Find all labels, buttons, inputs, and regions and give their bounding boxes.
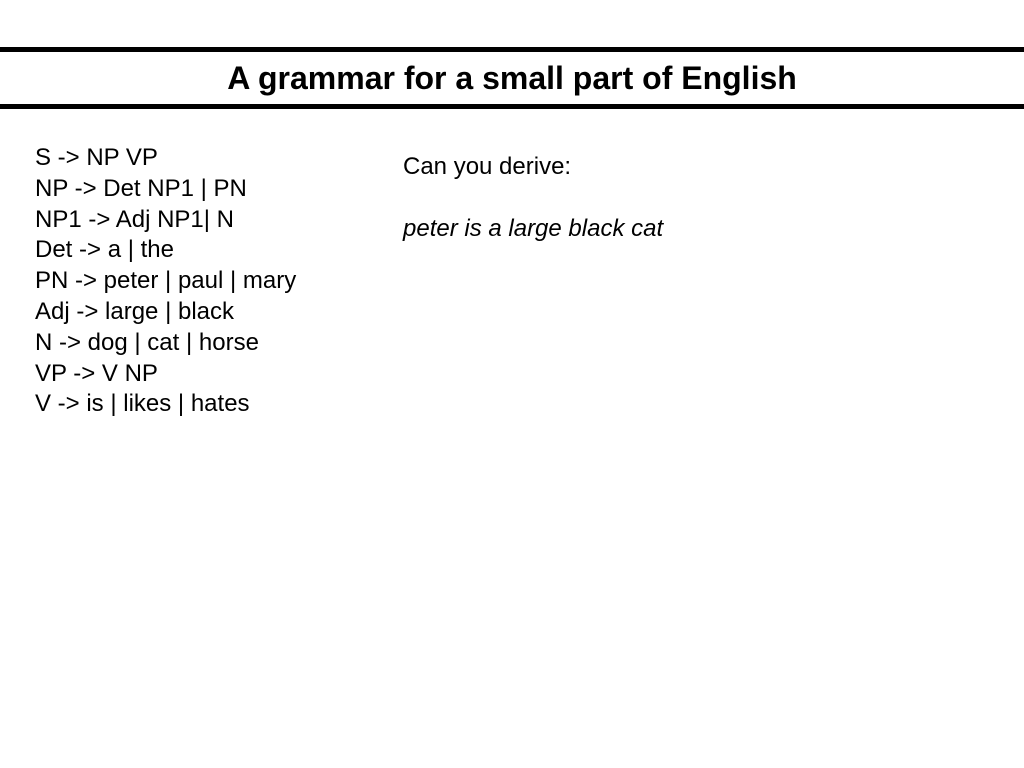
grammar-rule: Adj -> large | black xyxy=(35,297,234,325)
grammar-rule: NP1 -> Adj NP1| N xyxy=(35,205,234,233)
grammar-rule: Det -> a | the xyxy=(35,236,174,264)
grammar-rule: S -> NP VP xyxy=(35,144,158,171)
question-prompt: Can you derive: xyxy=(403,153,572,180)
example-sentence: peter is a large black cat xyxy=(403,215,664,242)
grammar-rules-list xyxy=(35,143,296,420)
slide-title: A grammar for a small part of English xyxy=(227,60,797,96)
grammar-rule: NP -> Det NP1 | PN xyxy=(35,174,247,202)
grammar-rule: PN -> peter | paul | mary xyxy=(35,267,297,295)
title-band xyxy=(0,47,1024,109)
grammar-rule: N -> dog | cat | horse xyxy=(35,328,259,356)
grammar-rule: VP -> V NP xyxy=(35,359,158,387)
grammar-rule: V -> is | likes | hates xyxy=(35,390,250,418)
derivation-question xyxy=(403,152,663,244)
